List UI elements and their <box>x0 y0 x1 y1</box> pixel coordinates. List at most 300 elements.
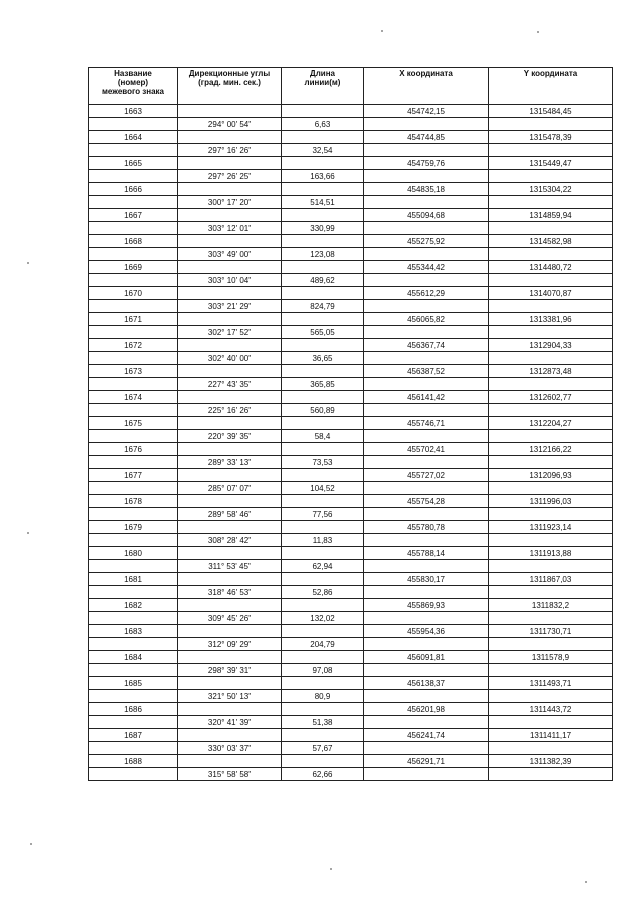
point-name-cell: 1673 <box>89 365 178 378</box>
segment-row <box>89 118 613 131</box>
point-row <box>89 261 613 274</box>
scan-speck <box>27 262 29 264</box>
empty-cell <box>89 144 178 157</box>
empty-cell <box>178 131 282 144</box>
segment-row <box>89 222 613 235</box>
empty-cell <box>282 599 364 612</box>
direction-angle-cell: 321° 50' 13" <box>178 690 282 703</box>
line-length-cell: 204,79 <box>282 638 364 651</box>
empty-cell <box>364 482 489 495</box>
empty-cell <box>89 586 178 599</box>
empty-cell <box>489 118 613 131</box>
x-coordinate-cell: 456141,42 <box>364 391 489 404</box>
line-length-cell: 97,08 <box>282 664 364 677</box>
x-coordinate-cell: 456367,74 <box>364 339 489 352</box>
empty-cell <box>489 586 613 599</box>
segment-row <box>89 274 613 287</box>
direction-angle-cell: 303° 12' 01" <box>178 222 282 235</box>
empty-cell <box>89 378 178 391</box>
direction-angle-cell: 298° 39' 31" <box>178 664 282 677</box>
empty-cell <box>489 768 613 781</box>
direction-angle-cell: 315° 58' 58" <box>178 768 282 781</box>
empty-cell <box>178 443 282 456</box>
empty-cell <box>89 326 178 339</box>
segment-row <box>89 196 613 209</box>
segment-row <box>89 456 613 469</box>
empty-cell <box>89 508 178 521</box>
empty-cell <box>89 612 178 625</box>
point-row <box>89 625 613 638</box>
empty-cell <box>364 326 489 339</box>
empty-cell <box>178 287 282 300</box>
segment-row <box>89 690 613 703</box>
direction-angle-cell: 289° 33' 13" <box>178 456 282 469</box>
empty-cell <box>282 521 364 534</box>
empty-cell <box>489 560 613 573</box>
empty-cell <box>364 144 489 157</box>
point-row <box>89 599 613 612</box>
y-coordinate-cell: 1311443,72 <box>489 703 613 716</box>
point-name-cell: 1671 <box>89 313 178 326</box>
y-coordinate-cell: 1311411,17 <box>489 729 613 742</box>
direction-angle-cell: 289° 58' 46" <box>178 508 282 521</box>
empty-cell <box>282 651 364 664</box>
empty-cell <box>489 508 613 521</box>
empty-cell <box>178 521 282 534</box>
point-name-cell: 1668 <box>89 235 178 248</box>
direction-angle-cell: 285° 07' 07" <box>178 482 282 495</box>
x-coordinate-cell: 456387,52 <box>364 365 489 378</box>
line-length-cell: 51,38 <box>282 716 364 729</box>
x-coordinate-cell: 455954,36 <box>364 625 489 638</box>
empty-cell <box>178 391 282 404</box>
header-text: Название <box>114 69 152 78</box>
empty-cell <box>364 456 489 469</box>
y-coordinate-cell: 1314480,72 <box>489 261 613 274</box>
point-name-cell: 1681 <box>89 573 178 586</box>
x-coordinate-cell: 455344,42 <box>364 261 489 274</box>
line-length-cell: 514,51 <box>282 196 364 209</box>
point-row <box>89 417 613 430</box>
empty-cell <box>89 430 178 443</box>
line-length-cell: 123,08 <box>282 248 364 261</box>
empty-cell <box>489 274 613 287</box>
header-text: X координата <box>399 69 453 78</box>
empty-cell <box>178 339 282 352</box>
header-y-coordinate <box>489 68 613 105</box>
line-length-cell: 73,53 <box>282 456 364 469</box>
point-row <box>89 183 613 196</box>
line-length-cell: 11,83 <box>282 534 364 547</box>
y-coordinate-cell: 1313381,96 <box>489 313 613 326</box>
empty-cell <box>364 664 489 677</box>
x-coordinate-cell: 456291,71 <box>364 755 489 768</box>
empty-cell <box>489 482 613 495</box>
empty-cell <box>282 547 364 560</box>
x-coordinate-cell: 454744,85 <box>364 131 489 144</box>
direction-angle-cell: 318° 46' 53" <box>178 586 282 599</box>
empty-cell <box>282 261 364 274</box>
segment-row <box>89 664 613 677</box>
y-coordinate-cell: 1312904,33 <box>489 339 613 352</box>
empty-cell <box>364 508 489 521</box>
empty-cell <box>89 560 178 573</box>
x-coordinate-cell: 456091,81 <box>364 651 489 664</box>
point-name-cell: 1676 <box>89 443 178 456</box>
scan-speck <box>537 31 539 33</box>
empty-cell <box>489 664 613 677</box>
direction-angle-cell: 312° 09' 29" <box>178 638 282 651</box>
point-name-cell: 1678 <box>89 495 178 508</box>
empty-cell <box>178 625 282 638</box>
empty-cell <box>282 755 364 768</box>
empty-cell <box>178 105 282 118</box>
y-coordinate-cell: 1311578,9 <box>489 651 613 664</box>
x-coordinate-cell: 456138,37 <box>364 677 489 690</box>
empty-cell <box>364 560 489 573</box>
point-name-cell: 1688 <box>89 755 178 768</box>
segment-row <box>89 170 613 183</box>
x-coordinate-cell: 455612,29 <box>364 287 489 300</box>
line-length-cell: 77,56 <box>282 508 364 521</box>
x-coordinate-cell: 455869,93 <box>364 599 489 612</box>
segment-row <box>89 716 613 729</box>
point-name-cell: 1686 <box>89 703 178 716</box>
x-coordinate-cell: 455746,71 <box>364 417 489 430</box>
direction-angle-cell: 330° 03' 37" <box>178 742 282 755</box>
empty-cell <box>89 170 178 183</box>
empty-cell <box>364 690 489 703</box>
point-row <box>89 391 613 404</box>
segment-row <box>89 300 613 313</box>
point-row <box>89 105 613 118</box>
header-row <box>89 68 613 105</box>
empty-cell <box>89 456 178 469</box>
empty-cell <box>89 274 178 287</box>
point-row <box>89 677 613 690</box>
empty-cell <box>489 430 613 443</box>
y-coordinate-cell: 1311382,39 <box>489 755 613 768</box>
segment-row <box>89 560 613 573</box>
point-row <box>89 157 613 170</box>
empty-cell <box>282 703 364 716</box>
empty-cell <box>489 456 613 469</box>
x-coordinate-cell: 454742,15 <box>364 105 489 118</box>
empty-cell <box>282 235 364 248</box>
table-body <box>89 105 613 781</box>
point-row <box>89 365 613 378</box>
y-coordinate-cell: 1311867,03 <box>489 573 613 586</box>
y-coordinate-cell: 1312873,48 <box>489 365 613 378</box>
direction-angle-cell: 300° 17' 20" <box>178 196 282 209</box>
point-name-cell: 1667 <box>89 209 178 222</box>
empty-cell <box>489 326 613 339</box>
segment-row <box>89 352 613 365</box>
y-coordinate-cell: 1314070,87 <box>489 287 613 300</box>
empty-cell <box>178 365 282 378</box>
empty-cell <box>282 443 364 456</box>
empty-cell <box>364 742 489 755</box>
x-coordinate-cell: 455727,02 <box>364 469 489 482</box>
empty-cell <box>178 729 282 742</box>
empty-cell <box>89 638 178 651</box>
empty-cell <box>489 534 613 547</box>
x-coordinate-cell: 454759,76 <box>364 157 489 170</box>
empty-cell <box>282 339 364 352</box>
segment-row <box>89 742 613 755</box>
y-coordinate-cell: 1314859,94 <box>489 209 613 222</box>
y-coordinate-cell: 1311730,71 <box>489 625 613 638</box>
empty-cell <box>282 105 364 118</box>
direction-angle-cell: 227° 43' 35" <box>178 378 282 391</box>
empty-cell <box>178 313 282 326</box>
point-row <box>89 755 613 768</box>
empty-cell <box>178 209 282 222</box>
direction-angle-cell: 308° 28' 42" <box>178 534 282 547</box>
y-coordinate-cell: 1311913,88 <box>489 547 613 560</box>
empty-cell <box>178 235 282 248</box>
header-text: линии(м) <box>304 78 341 87</box>
line-length-cell: 330,99 <box>282 222 364 235</box>
empty-cell <box>364 118 489 131</box>
point-row <box>89 573 613 586</box>
segment-row <box>89 378 613 391</box>
y-coordinate-cell: 1311923,14 <box>489 521 613 534</box>
x-coordinate-cell: 455275,92 <box>364 235 489 248</box>
point-row <box>89 339 613 352</box>
x-coordinate-cell: 456201,98 <box>364 703 489 716</box>
empty-cell <box>89 300 178 313</box>
point-row <box>89 209 613 222</box>
x-coordinate-cell: 455788,14 <box>364 547 489 560</box>
empty-cell <box>89 248 178 261</box>
y-coordinate-cell: 1315484,45 <box>489 105 613 118</box>
empty-cell <box>282 469 364 482</box>
line-length-cell: 489,62 <box>282 274 364 287</box>
empty-cell <box>178 599 282 612</box>
empty-cell <box>89 690 178 703</box>
segment-row <box>89 586 613 599</box>
empty-cell <box>282 417 364 430</box>
y-coordinate-cell: 1315449,47 <box>489 157 613 170</box>
x-coordinate-cell: 455780,78 <box>364 521 489 534</box>
line-length-cell: 32,54 <box>282 144 364 157</box>
line-length-cell: 36,65 <box>282 352 364 365</box>
point-row <box>89 547 613 560</box>
point-name-cell: 1663 <box>89 105 178 118</box>
scan-speck <box>27 532 29 534</box>
empty-cell <box>364 248 489 261</box>
direction-angle-cell: 297° 26' 25" <box>178 170 282 183</box>
y-coordinate-cell: 1315478,39 <box>489 131 613 144</box>
direction-angle-cell: 320° 41' 39" <box>178 716 282 729</box>
empty-cell <box>282 391 364 404</box>
empty-cell <box>178 703 282 716</box>
boundary-coordinates-table <box>88 67 613 781</box>
x-coordinate-cell: 456065,82 <box>364 313 489 326</box>
header-text: Длина <box>310 69 335 78</box>
segment-row <box>89 326 613 339</box>
empty-cell <box>364 586 489 599</box>
empty-cell <box>489 378 613 391</box>
empty-cell <box>282 573 364 586</box>
point-name-cell: 1682 <box>89 599 178 612</box>
point-row <box>89 703 613 716</box>
segment-row <box>89 768 613 781</box>
empty-cell <box>89 716 178 729</box>
point-row <box>89 729 613 742</box>
empty-cell <box>282 625 364 638</box>
y-coordinate-cell: 1312166,22 <box>489 443 613 456</box>
point-row <box>89 131 613 144</box>
line-length-cell: 163,66 <box>282 170 364 183</box>
empty-cell <box>489 300 613 313</box>
point-name-cell: 1679 <box>89 521 178 534</box>
empty-cell <box>364 768 489 781</box>
point-name-cell: 1666 <box>89 183 178 196</box>
empty-cell <box>364 612 489 625</box>
empty-cell <box>89 768 178 781</box>
line-length-cell: 6,63 <box>282 118 364 131</box>
line-length-cell: 57,67 <box>282 742 364 755</box>
segment-row <box>89 404 613 417</box>
scan-speck <box>330 868 332 870</box>
empty-cell <box>364 300 489 313</box>
line-length-cell: 104,52 <box>282 482 364 495</box>
x-coordinate-cell: 454835,18 <box>364 183 489 196</box>
point-name-cell: 1687 <box>89 729 178 742</box>
point-name-cell: 1674 <box>89 391 178 404</box>
direction-angle-cell: 303° 21' 29" <box>178 300 282 313</box>
point-name-cell: 1677 <box>89 469 178 482</box>
direction-angle-cell: 303° 10' 04" <box>178 274 282 287</box>
segment-row <box>89 144 613 157</box>
empty-cell <box>489 404 613 417</box>
empty-cell <box>178 755 282 768</box>
x-coordinate-cell: 455754,28 <box>364 495 489 508</box>
empty-cell <box>178 677 282 690</box>
empty-cell <box>178 157 282 170</box>
direction-angle-cell: 297° 16' 26" <box>178 144 282 157</box>
line-length-cell: 62,66 <box>282 768 364 781</box>
empty-cell <box>178 417 282 430</box>
empty-cell <box>489 638 613 651</box>
scan-speck <box>585 881 587 883</box>
x-coordinate-cell: 455094,68 <box>364 209 489 222</box>
empty-cell <box>89 404 178 417</box>
empty-cell <box>489 716 613 729</box>
direction-angle-cell: 225° 16' 26" <box>178 404 282 417</box>
empty-cell <box>178 651 282 664</box>
point-name-cell: 1665 <box>89 157 178 170</box>
empty-cell <box>489 742 613 755</box>
point-name-cell: 1683 <box>89 625 178 638</box>
empty-cell <box>89 118 178 131</box>
y-coordinate-cell: 1312602,77 <box>489 391 613 404</box>
empty-cell <box>178 183 282 196</box>
line-length-cell: 80,9 <box>282 690 364 703</box>
empty-cell <box>282 677 364 690</box>
point-row <box>89 313 613 326</box>
point-name-cell: 1684 <box>89 651 178 664</box>
segment-row <box>89 612 613 625</box>
empty-cell <box>489 248 613 261</box>
direction-angle-cell: 302° 17' 52" <box>178 326 282 339</box>
y-coordinate-cell: 1312096,93 <box>489 469 613 482</box>
line-length-cell: 62,94 <box>282 560 364 573</box>
empty-cell <box>489 144 613 157</box>
header-text: Y координата <box>523 69 578 78</box>
line-length-cell: 132,02 <box>282 612 364 625</box>
empty-cell <box>178 573 282 586</box>
empty-cell <box>89 196 178 209</box>
header-text: (номер) <box>117 78 149 87</box>
empty-cell <box>89 742 178 755</box>
point-name-cell: 1680 <box>89 547 178 560</box>
direction-angle-cell: 294° 00' 54" <box>178 118 282 131</box>
line-length-cell: 824,79 <box>282 300 364 313</box>
point-name-cell: 1664 <box>89 131 178 144</box>
direction-angle-cell: 309° 45' 26" <box>178 612 282 625</box>
empty-cell <box>89 482 178 495</box>
empty-cell <box>364 196 489 209</box>
empty-cell <box>89 352 178 365</box>
point-row <box>89 235 613 248</box>
empty-cell <box>364 716 489 729</box>
x-coordinate-cell: 456241,74 <box>364 729 489 742</box>
y-coordinate-cell: 1315304,22 <box>489 183 613 196</box>
scan-speck <box>30 843 32 845</box>
y-coordinate-cell: 1311832,2 <box>489 599 613 612</box>
empty-cell <box>89 534 178 547</box>
line-length-cell: 52,86 <box>282 586 364 599</box>
empty-cell <box>364 430 489 443</box>
x-coordinate-cell: 455830,17 <box>364 573 489 586</box>
empty-cell <box>282 157 364 170</box>
y-coordinate-cell: 1314582,98 <box>489 235 613 248</box>
empty-cell <box>364 170 489 183</box>
point-row <box>89 495 613 508</box>
empty-cell <box>489 612 613 625</box>
point-row <box>89 469 613 482</box>
header-direction-angle <box>178 68 282 105</box>
point-name-cell: 1672 <box>89 339 178 352</box>
header-line-length <box>282 68 364 105</box>
empty-cell <box>364 274 489 287</box>
empty-cell <box>489 222 613 235</box>
point-row <box>89 521 613 534</box>
header-point-name <box>89 68 178 105</box>
header-text: межевого знака <box>101 87 165 96</box>
empty-cell <box>489 196 613 209</box>
scan-speck <box>381 30 383 32</box>
empty-cell <box>364 352 489 365</box>
direction-angle-cell: 303° 49' 00" <box>178 248 282 261</box>
empty-cell <box>282 495 364 508</box>
empty-cell <box>364 534 489 547</box>
empty-cell <box>282 131 364 144</box>
point-row <box>89 443 613 456</box>
segment-row <box>89 430 613 443</box>
header-text: Дирекционные углы <box>188 69 271 78</box>
point-name-cell: 1675 <box>89 417 178 430</box>
point-name-cell: 1685 <box>89 677 178 690</box>
direction-angle-cell: 311° 53' 45" <box>178 560 282 573</box>
empty-cell <box>282 209 364 222</box>
empty-cell <box>178 469 282 482</box>
y-coordinate-cell: 1312204,27 <box>489 417 613 430</box>
line-length-cell: 58,4 <box>282 430 364 443</box>
